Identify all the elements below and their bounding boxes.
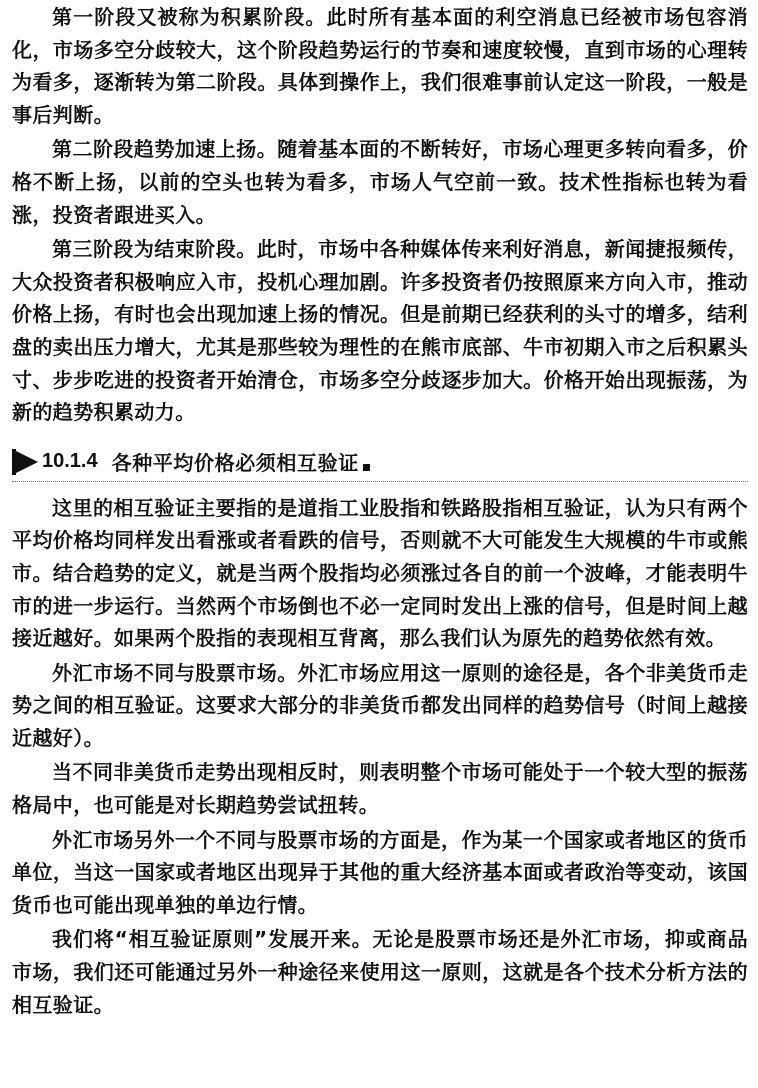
paragraph-opposite-trends: 当不同非美货币走势出现相反时，则表明整个市场可能处于一个较大型的振荡格局中，也可能是对长期趋势尝试扭转。: [12, 760, 748, 818]
paragraph-mutual-verification: 这里的相互验证主要指的是道指工业股指和铁路股指相互验证，认为只有两个平均价格均同样发出看涨或者看跌的信号，否则就不大可能发生大规模的牛市或熊市。结合趋势的定义，就是当两个股指均必须涨过各自的前一个波峰，才能表明牛市的进一步运行。当然两个市场倒也不必一定同时发出上涨的信号，但是时间上越接近越好。如果两个股指的表现相互背离，那么我们认为原先的趋势依然有效。: [12, 495, 748, 651]
section-title: 各种平均价格必须相互验证: [111, 451, 359, 476]
section-heading: [12, 443, 748, 482]
section-end-square-icon: [363, 464, 370, 471]
section-number: 10.1.4: [42, 450, 98, 473]
paragraph-stage-one: 第一阶段又被称为积累阶段。此时所有基本面的利空消息已经被市场包容消化，市场多空分歧较大，这个阶段趋势运行的节奏和速度较慢，直到市场的心理转为看多，逐渐转为第二阶段。具体到操作上，我们很难事前认定这一阶段，一般是事后判断。: [12, 5, 748, 127]
document-page: [12, 0, 748, 1021]
paragraph-country-currency: 外汇市场另外一个不同与股票市场的方面是，作为某一个国家或者地区的货币单位，当这一国家或者地区出现异于其他的重大经济基本面或者政治等变动，该国货币也可能出现单独的单边行情。: [12, 827, 748, 917]
paragraph-stage-three: 第三阶段为结束阶段。此时，市场中各种媒体传来利好消息，新闻捷报频传，大众投资者积极响应入市，投机心理加剧。许多投资者仍按照原来方向入市，推动价格上扬，有时也会出现加速上扬的情况。但是前期已经获利的头寸的增多，结利盘的卖出压力增大，尤其是那些较为理性的在熊市底部、牛市初期入市之后积累头寸、步步吃进的投资者开始清仓，市场多空分歧逐步加大。价格开始出现振荡，为新的趋势积累动力。: [12, 237, 748, 425]
paragraph-stage-two: 第二阶段趋势加速上扬。随着基本面的不断转好，市场心理更多转向看多，价格不断上扬，以前的空头也转为看多，市场人气空前一致。技术性指标也转为看涨，投资者跟进买入。: [12, 137, 748, 227]
paragraph-forex-difference: 外汇市场不同与股票市场。外汇市场应用这一原则的途径是，各个非美货币走势之间的相互验证。这要求大部分的非美货币都发出同样的趋势信号（时间上越接近越好）。: [12, 660, 748, 750]
paragraph-technical-methods: 我们将“相互验证原则”发展开来。无论是股票市场还是外汇市场，抑或商品市场，我们还可能通过另外一种途径来使用这一原则，这就是各个技术分析方法的相互验证。: [12, 927, 748, 1017]
section-marker-icon: [12, 449, 38, 475]
